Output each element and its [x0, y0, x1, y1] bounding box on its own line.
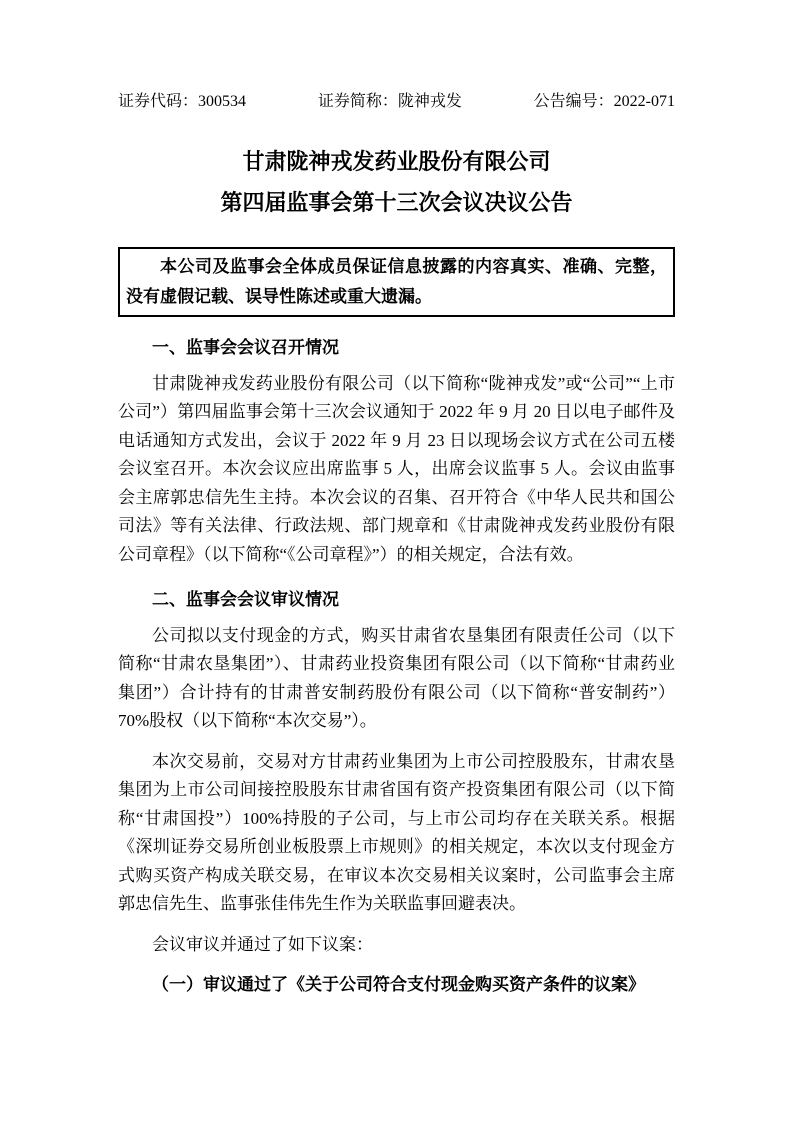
disclosure-notice-box: [118, 247, 675, 317]
document-title: [118, 141, 675, 223]
stock-code: 证券代码：300534: [118, 93, 247, 110]
document-header-row: [118, 92, 675, 111]
resolution-item-1-heading: （一）审议通过了《关于公司符合支付现金购买资产条件的议案》: [152, 975, 645, 994]
page-title-line-1: 甘肃陇神戎发药业股份有限公司: [242, 149, 551, 174]
section-1-paragraph: 甘肃陇神戎发药业股份有限公司（以下简称“陇神戎发”或“公司”“上市公司”）第四届监事会第十三次会议通知于 2022 年 9 月 20 日以电子邮件及电话通知方式发出，会议于 2022 年 9 月 23 日以现场会议方式在公司五楼会议室召开。本次会议应出席监事 5 人，出席会议监事 5 人。会议由监事会主席郭忠信先生主持。本次会议的召集、召开符合《中华人民共和国公司法》等有关法律、行政法规、部门规章和《甘肃陇神戎发药业股份有限公司章程》（以下简称“《公司章程》”）的相关规定，合法有效。: [118, 373, 675, 564]
disclosure-notice-text: 本公司及监事会全体成员保证信息披露的内容真实、准确、完整，没有虚假记载、误导性陈述或重大遗漏。: [126, 257, 667, 306]
announcement-number: 公告编号：2022-071: [533, 93, 675, 110]
section-2-paragraph-1: 公司拟以支付现金的方式，购买甘肃省农垦集团有限责任公司（以下简称“甘肃农垦集团”）、甘肃药业投资集团有限公司（以下简称“甘肃药业集团”）合计持有的甘肃普安制药股份有限公司（以下简称“普安制药”）70%股权（以下简称“本次交易”）。: [118, 625, 675, 730]
section-2-heading: 二、监事会会议审议情况: [152, 590, 339, 609]
section-1-heading: 一、监事会会议召开情况: [152, 338, 339, 357]
page-title-line-2: 第四届监事会第十三次会议决议公告: [220, 190, 573, 215]
section-2-paragraph-3: 会议审议并通过了如下议案：: [152, 934, 373, 954]
stock-name: 证券简称：陇神戎发: [317, 93, 462, 110]
section-2-paragraph-2: 本次交易前，交易对方甘肃药业集团为上市公司控股股东，甘肃农垦集团为上市公司间接控股股东甘肃省国有资产投资集团有限公司（以下简称“甘肃国投”）100%持股的子公司，与上市公司均存在关联关系。根据《深圳证券交易所创业板股票上市规则》的相关规定，本次以支付现金方式购买资产构成关联交易，在审议本次交易相关议案时，公司监事会主席郭忠信先生、监事张佳伟先生作为关联监事回避表决。: [118, 751, 675, 913]
document-body: [118, 334, 675, 1000]
